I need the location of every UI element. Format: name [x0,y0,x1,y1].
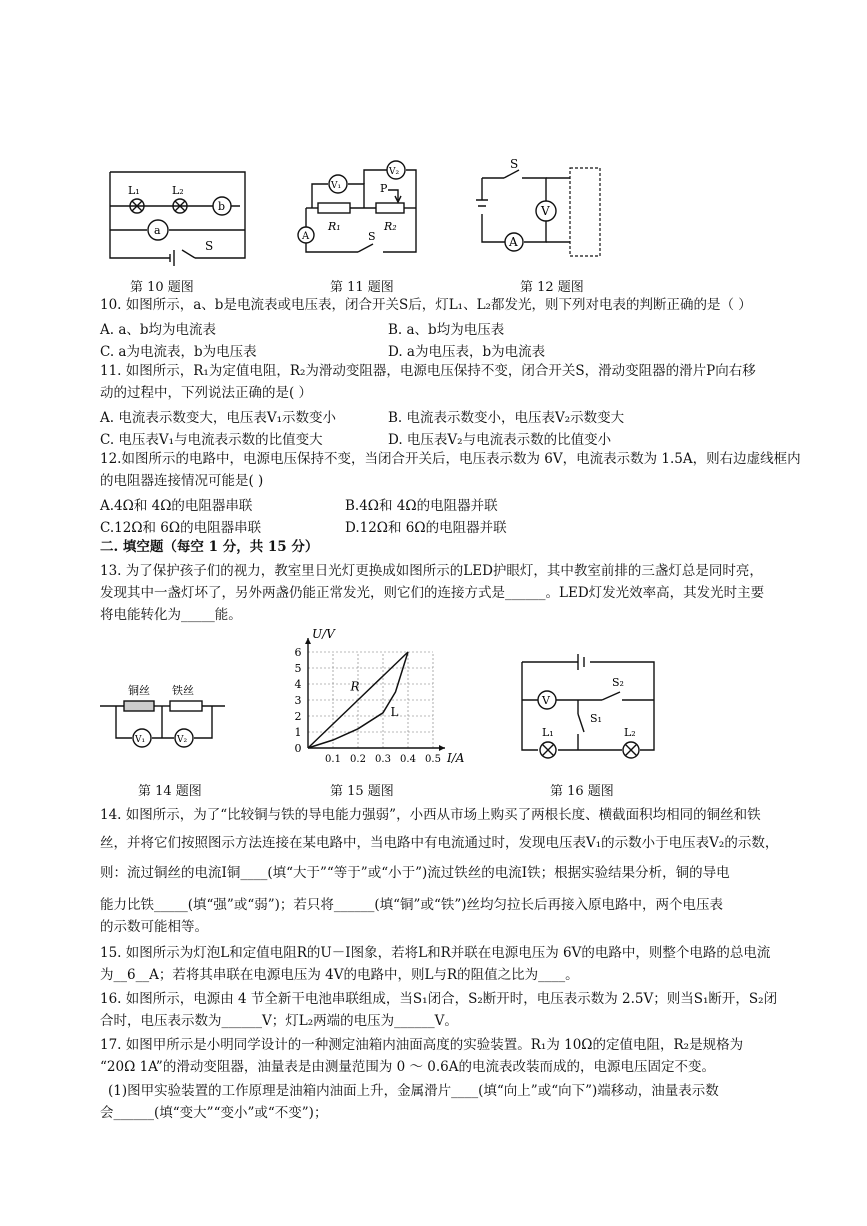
figure-16-circuit [516,654,666,764]
x-tick-label: 0.2 [350,754,366,765]
y-tick-label: 0 [294,742,302,755]
q16-line2: 合时，电压表示数为______V；灯L₂两端的电压为______V。 [100,1013,458,1029]
fig11-label-v1: V₁ [331,181,342,191]
x-tick-label: 0.3 [375,754,391,765]
q14-line2: 丝，并将它们按照图示方法连接在某电路中，当电路中有电流通过时，发现电压表V₁的示数小于电压表V₂的示数， [100,835,779,851]
q13-line1: 13. 为了保护孩子们的视力，教室里日光灯更换成如图所示的LED护眼灯，其中教室前排的三盏灯总是同时亮， [100,563,763,579]
q16-line1: 16. 如图所示，电源由 4 节全新干电池串联组成，当S₁闭合，S₂断开时，电压表示数为 2.5V；则当S₁断开，S₂闭 [100,991,778,1007]
fig14-label-v2: V₂ [177,735,188,745]
figure-15-caption: 第 15 题图 [330,784,394,799]
q17-line1: 17. 如图甲所示是小明同学设计的一种测定油箱内油面高度的实验装置。R₁为 10Ω的定值电阻，R₂是规格为 [100,1037,744,1053]
fig16-label-s1: S₁ [590,712,602,725]
series-label-l: L [390,705,399,719]
y-axis-label: U/V [312,627,335,641]
fig16-label-s2: S₂ [612,676,624,689]
y-tick-label: 2 [294,710,302,723]
q15-line2: 为__6__A；若将其串联在电源电压为 4V的电路中，则L与R的阻值之比为____。 [100,967,579,983]
y-tick-label: 6 [294,646,302,659]
q11-option-b: B. 电流表示数变小，电压表V₂示数变大 [388,410,625,426]
fig11-label-p: P [380,182,388,195]
fig10-label-b: b [218,200,226,213]
q13-line2: 发现其中一盏灯坏了，另外两盏仍能正常发光，则它们的连接方式是______。LED灯发光效率高，其发光时主要 [100,585,765,601]
figure-10-caption: 第 10 题图 [130,280,194,295]
q10-option-a: A. a、b均为电流表 [100,322,217,338]
y-tick-label: 5 [294,662,302,675]
fig11-label-v2: V₂ [389,167,400,177]
q11-option-d: D. 电压表V₂与电流表示数的比值变小 [388,432,612,448]
figure-10-circuit [100,158,260,278]
fig14-label-copper: 铜丝 [128,684,150,697]
q12-stem-line1: 12.如图所示的电路中，电源电压保持不变，当闭合开关后，电压表示数为 6V，电流表示数为 1.5A，则右边虚线框内 [100,451,801,467]
q10-option-b: B. a、b均为电压表 [388,322,505,338]
q14-line3: 则：流过铜丝的电流I铜____(填“大于”“等于”或“小于”)流过铁丝的电流I铁；根据实验结果分析，铜的导电 [100,865,730,881]
fig14-label-v1: V₁ [135,735,146,745]
figure-12-circuit [474,157,604,260]
q14-line5: 的示数可能相等。 [100,919,208,935]
x-axis-label: I/A [447,751,465,765]
fig12-label-a: A [509,235,518,249]
fig10-label-l1: L₁ [128,184,140,197]
q14-line4: 能力比铁_____(填“强”或“弱”)；若只将______(填“铜”或“铁”)丝均匀拉长后再接入原电路中，两个电压表 [100,897,724,913]
y-tick-label: 3 [294,694,302,707]
y-tick-label: 4 [294,678,302,691]
y-axis-arrow [305,638,311,644]
section-2-heading: 二. 填空题（每空 1 分，共 15 分） [100,539,319,555]
fig10-label-l2: L₂ [172,184,184,197]
q10-option-c: C. a为电流表，b为电压表 [100,344,257,360]
y-tick-label: 1 [294,726,302,739]
fig12-label-v: V [541,204,550,218]
figure-15-chart [282,627,465,776]
q12-option-a: A.4Ω和 4Ω的电阻器串联 [100,498,253,514]
q13-line3: 将电能转化为_____能。 [100,607,242,623]
fig11-label-a: A [302,231,310,242]
q11-stem-line2: 动的过程中，下列说法正确的是( ） [100,385,313,401]
x-tick-label: 0.4 [400,754,416,765]
q15-line1: 15. 如图所示为灯泡L和定值电阻R的U－I图象，若将L和R并联在电源电压为 6V的电路中，则整个电路的总电流 [100,945,771,961]
q10-option-d: D. a为电压表，b为电流表 [388,344,546,360]
fig11-label-r2: R₂ [384,220,397,233]
fig11-label-r1: R₁ [328,220,341,233]
fig16-label-l2: L₂ [624,726,636,739]
q17-line3: (1)图甲实验装置的工作原理是油箱内油面上升，金属滑片____(填“向上”或“向下”)端移动，油量表示数 [108,1083,719,1099]
figure-11-caption: 第 11 题图 [330,280,394,295]
fig12-label-s: S [510,157,519,171]
fig16-label-v: V [542,694,550,707]
figure-14-caption: 第 14 题图 [138,784,202,799]
x-axis-arrow [439,745,445,751]
q11-option-c: C. 电压表V₁与电流表示数的比值变大 [100,432,323,448]
q12-option-c: C.12Ω和 6Ω的电阻器串联 [100,520,262,536]
q14-line1: 14. 如图所示，为了“比较铜与铁的导电能力强弱”，小西从市场上购买了两根长度、横截面积均相同的铜丝和铁 [100,807,761,823]
fig10-label-s: S [205,239,214,253]
series-label-r: R [350,679,360,694]
q12-stem-line2: 的电阻器连接情况可能是( ) [100,473,264,489]
q10-stem: 10. 如图所示，a、b是电流表或电压表，闭合开关S后，灯L₁、L₂都发光，则下列对电表的判断正确的是（ ） [100,297,752,313]
q17-line4: 会______(填“变大”“变小”或“不变”)； [100,1105,328,1121]
x-tick-label: 0.5 [425,754,441,765]
q12-option-d: D.12Ω和 6Ω的电阻器并联 [345,520,507,536]
x-tick-label: 0.1 [325,754,341,765]
figure-16-caption: 第 16 题图 [550,784,614,799]
fig10-label-a: a [154,224,161,237]
q11-stem-line1: 11. 如图所示，R₁为定值电阻，R₂为滑动变阻器，电源电压保持不变，闭合开关S，滑动变阻器的滑片P向右移 [100,363,756,379]
fig14-label-iron: 铁丝 [172,684,194,697]
q17-line2: “20Ω 1A”的滑动变阻器，油量表是由测量范围为 0 ～ 0.6A的电流表改装而成的，电源电压固定不变。 [100,1059,716,1075]
fig16-label-l1: L₁ [542,726,554,739]
fig11-label-s: S [368,230,376,243]
figure-12-caption: 第 12 题图 [520,280,584,295]
q11-option-a: A. 电流表示数变大，电压表V₁示数变小 [100,410,336,426]
figure-11-circuit [298,160,428,260]
figure-14-circuit [100,682,230,752]
q12-option-b: B.4Ω和 4Ω的电阻器并联 [345,498,498,514]
